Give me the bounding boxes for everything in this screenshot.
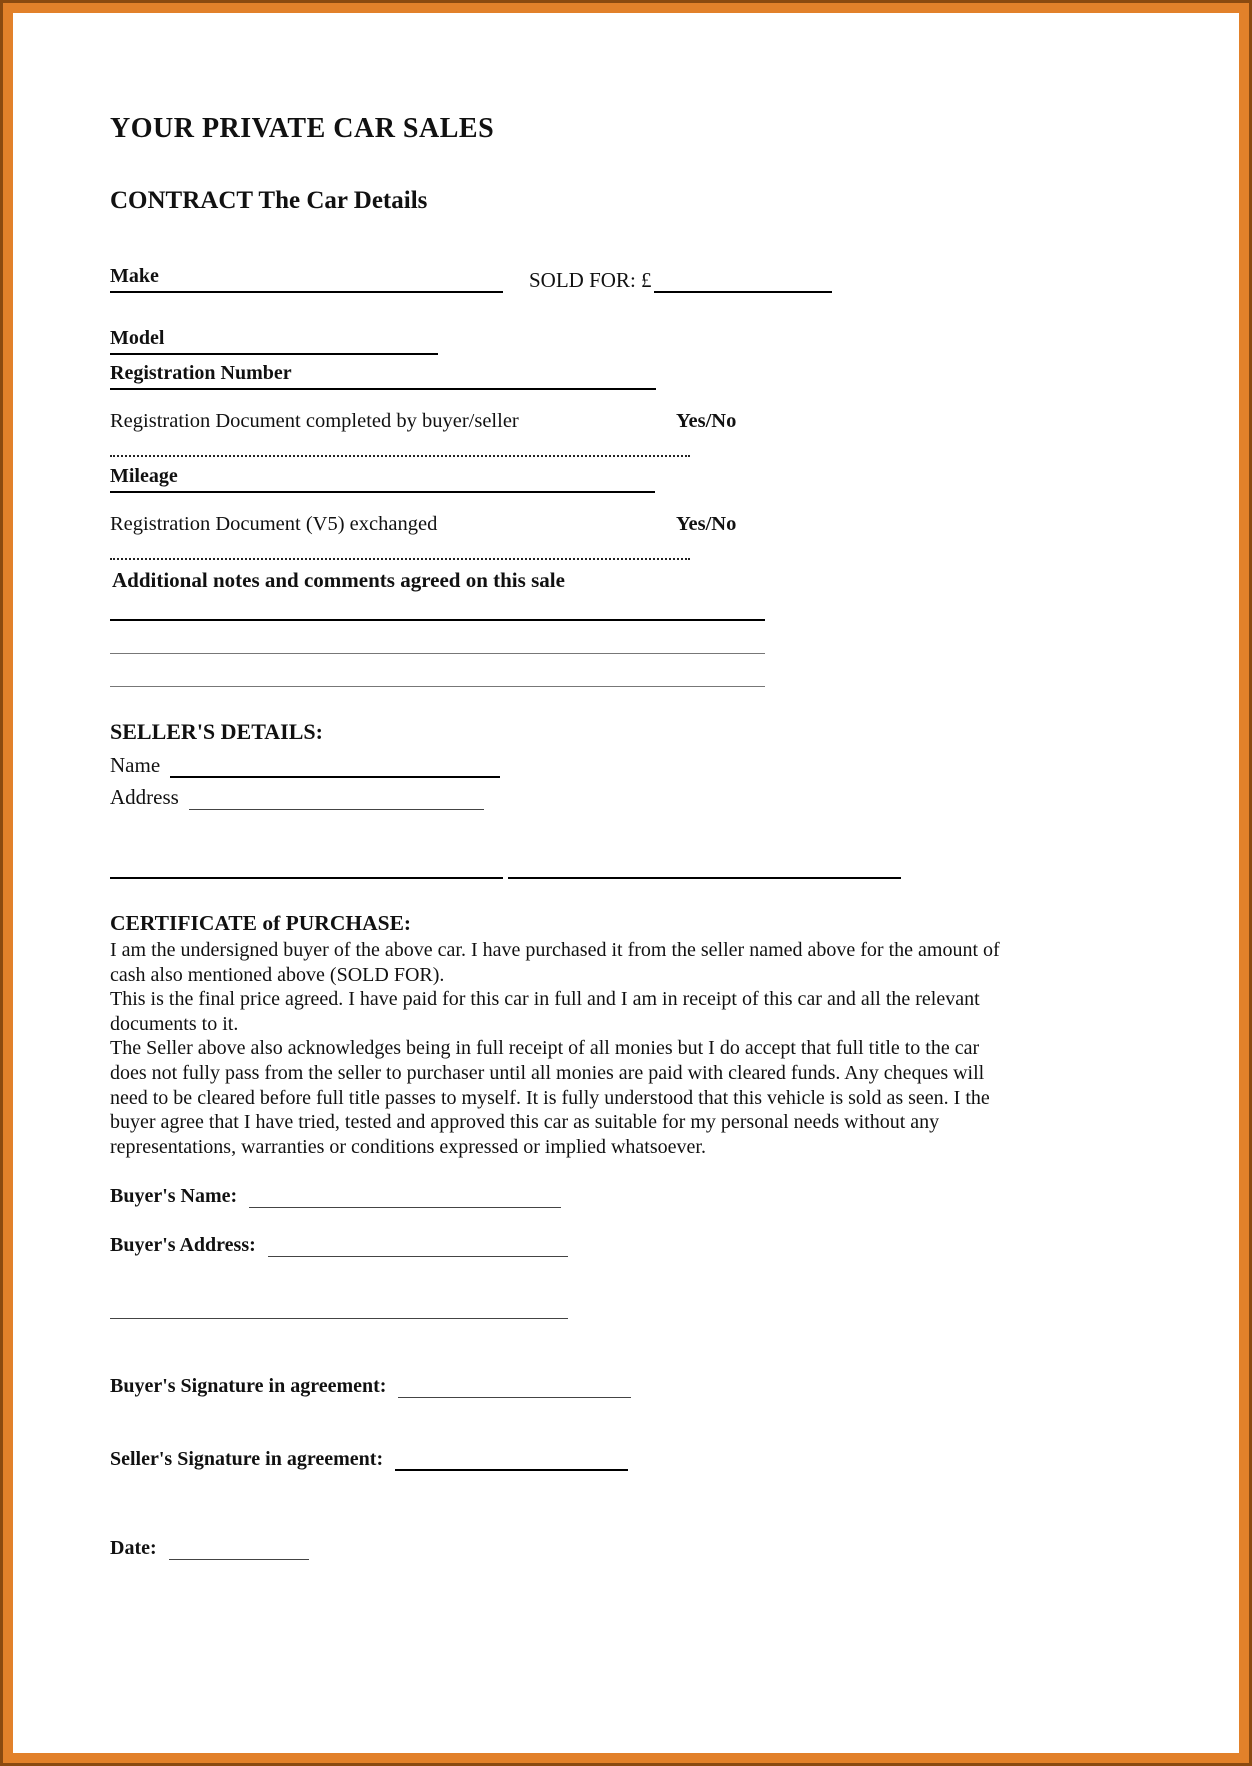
date-label: Date: [110,1537,157,1560]
make-label: Make [110,265,159,287]
certificate-heading: CERTIFICATE of PURCHASE: [110,911,412,935]
seller-signature-label: Seller's Signature in agreement: [110,1448,384,1471]
sold-for-label: SOLD FOR: £ [529,268,652,292]
notes-label: Additional notes and comments agreed on this sale [112,568,565,592]
page-subtitle: CONTRACT The Car Details [110,187,428,214]
notes-blank-line [110,653,765,654]
dotted-line [110,441,690,457]
buyer-address-label: Buyer's Address: [110,1234,256,1257]
seller-address-blank-line [508,857,901,879]
page-title: YOUR PRIVATE CAR SALES [110,113,495,144]
reg-doc-completed-label: Registration Document completed by buyer/seller [110,410,519,432]
reg-doc-exchanged-label: Registration Document (V5) exchanged [110,513,438,535]
registration-number-row [110,362,1109,390]
sold-for-blank-line [654,271,832,293]
reg-doc-exchanged-answer: Yes/No [676,513,737,535]
buyer-address-blank-line [268,1235,568,1257]
date-blank-line [169,1538,309,1560]
buyer-signature-label: Buyer's Signature in agreement: [110,1375,387,1398]
buyer-name-row [110,1185,1109,1208]
mileage-row [110,465,1109,493]
seller-address-blank-line [189,788,484,810]
date-row [110,1537,1109,1560]
seller-name-blank-line [170,756,500,778]
seller-name-label: Name [110,753,161,777]
buyer-signature-blank-line [398,1376,631,1398]
buyer-name-label: Buyer's Name: [110,1185,238,1208]
model-row [110,327,1109,355]
reg-doc-exchanged-row [110,513,1109,536]
make-row [110,265,1109,293]
buyer-signature-row [110,1375,1109,1398]
model-field [110,327,438,355]
seller-address-label: Address [110,785,179,809]
buyer-address-row [110,1234,1109,1257]
seller-address-blank-line [110,857,503,879]
mileage-field [110,465,655,493]
seller-signature-blank-line [395,1449,628,1471]
mileage-label: Mileage [110,465,178,487]
notes-blank-line [110,686,765,687]
registration-number-label: Registration Number [110,362,292,384]
notes-blank-line [110,619,765,621]
reg-doc-completed-row [110,410,1109,433]
seller-address-row [110,785,1109,810]
seller-name-row [110,753,1109,778]
seller-details-heading: SELLER'S DETAILS: [110,719,323,744]
certificate-paragraph-2: This is the final price agreed. I have paid for this car in full and I am in receipt of this car and all the relevant documents to it. [110,988,980,1035]
reg-doc-completed-answer: Yes/No [676,410,737,432]
model-label: Model [110,327,165,349]
buyer-address-blank-line [110,1297,568,1319]
document-page [13,13,1239,1560]
seller-signature-row [110,1448,1109,1471]
buyer-name-blank-line [249,1186,561,1208]
certificate-paragraph-1: I am the undersigned buyer of the above car. I have purchased it from the seller named above for the amount of cash also mentioned above (SOLD FOR). [110,939,1000,986]
page-border-inner [3,3,1249,1763]
make-field [110,265,503,293]
dotted-line [110,544,690,560]
registration-number-field [110,362,656,390]
certificate-paragraph-3: The Seller above also acknowledges being in full receipt of all monies but I do accept that full title to the car does not fully pass from the seller to purchaser until all monies are paid with cleared funds. Any cheques will need to be cleared before full title passes to myself. It is fully understood that this vehicle is sold as seen. I the buyer agree that I have tried, tested and approved this car as suitable for my personal needs without any representations, warranties or conditions expressed or implied whatsoever. [110,1037,990,1158]
